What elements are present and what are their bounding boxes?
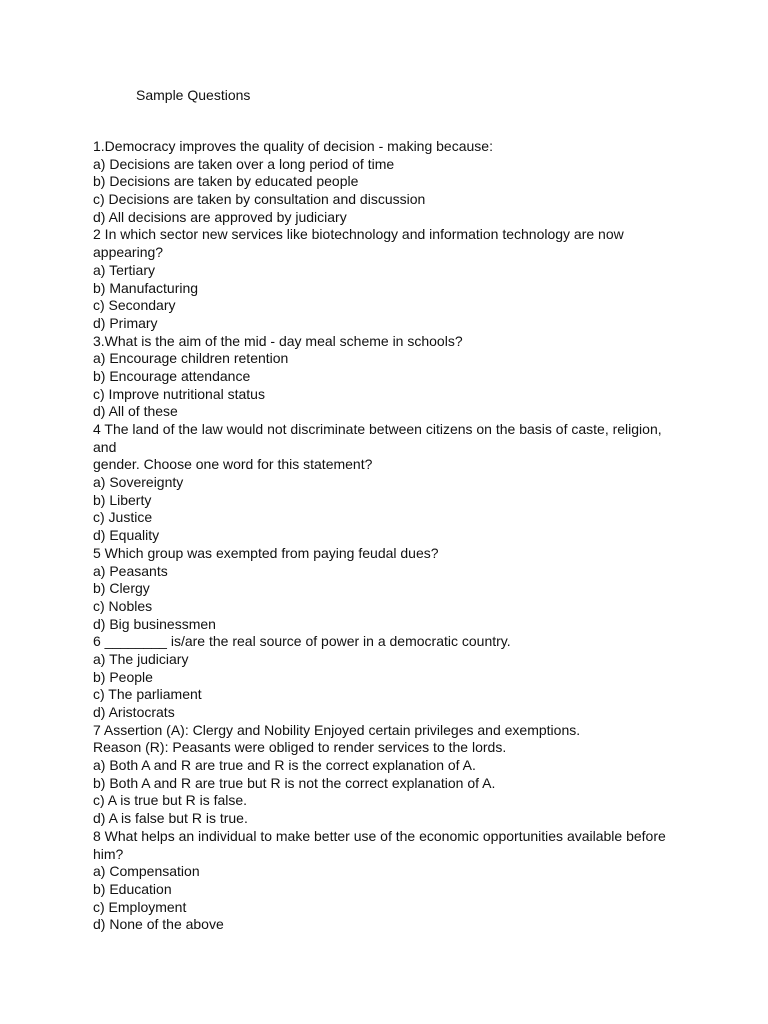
text-line: b) Manufacturing [93,279,199,296]
text-line: c) Employment [93,898,187,915]
text-line: d) All decisions are approved by judiciary [93,208,347,225]
text-line: appearing? [93,244,164,261]
text-line: b) Both A and R are true but R is not the correct explanation of A. [93,774,496,791]
text-line: c) The parliament [93,686,202,703]
text-line: c) Secondary [93,297,176,314]
questions-body [93,138,693,934]
text-line: b) Liberty [93,491,152,508]
text-line: d) Equality [93,527,160,544]
text-line: a) Peasants [93,562,168,579]
text-line: 1.Democracy improves the quality of decision - making because: [93,138,493,154]
text-line: 5 Which group was exempted from paying feudal dues? [93,544,439,561]
text-line: b) Decisions are taken by educated people [93,173,359,190]
text-line: a) Sovereignty [93,474,184,491]
text-line: and [93,438,117,455]
text-line: c) A is true but R is false. [93,792,248,809]
text-line: him? [93,845,124,862]
text-line: 8 What helps an individual to make better use of the economic opportunities available before [93,827,666,844]
text-line: gender. Choose one word for this statement? [93,456,373,473]
text-line: d) Primary [93,314,158,331]
text-line: a) Both A and R are true and R is the correct explanation of A. [93,757,476,774]
text-line: d) Big businessmen [93,615,216,632]
text-line: b) Clergy [93,580,150,597]
text-line: c) Improve nutritional status [93,385,265,402]
text-line: a) Tertiary [93,261,155,278]
text-line: a) Encourage children retention [93,350,289,367]
text-line: a) The judiciary [93,650,189,667]
text-line: 7 Assertion (A): Clergy and Nobility Enjoyed certain privileges and exemptions. [93,721,581,738]
text-line: d) None of the above [93,916,224,933]
text-line: c) Decisions are taken by consultation and discussion [93,191,426,208]
text-line: b) Encourage attendance [93,367,251,384]
text-line: d) A is false but R is true. [93,810,248,827]
text-line: c) Justice [93,509,153,526]
text-line: 6 ________ is/are the real source of power in a democratic country. [93,633,511,650]
text-line: b) Education [93,880,172,897]
text-line: a) Decisions are taken over a long period of time [93,155,395,172]
text-line: 3.What is the aim of the mid - day meal scheme in schools? [93,332,463,349]
text-line: b) People [93,668,153,685]
text-line: 4 The land of the law would not discriminate between citizens on the basis of caste, religion, [93,421,662,437]
text-line: Reason (R): Peasants were obliged to render services to the lords. [93,739,507,756]
text-line: d) Aristocrats [93,704,175,720]
page-title: Sample Questions [136,87,251,103]
text-line: a) Compensation [93,863,200,880]
text-line: d) All of these [93,403,178,420]
text-line: c) Nobles [93,597,153,614]
text-line: 2 In which sector new services like biotechnology and information technology are now [93,226,624,243]
